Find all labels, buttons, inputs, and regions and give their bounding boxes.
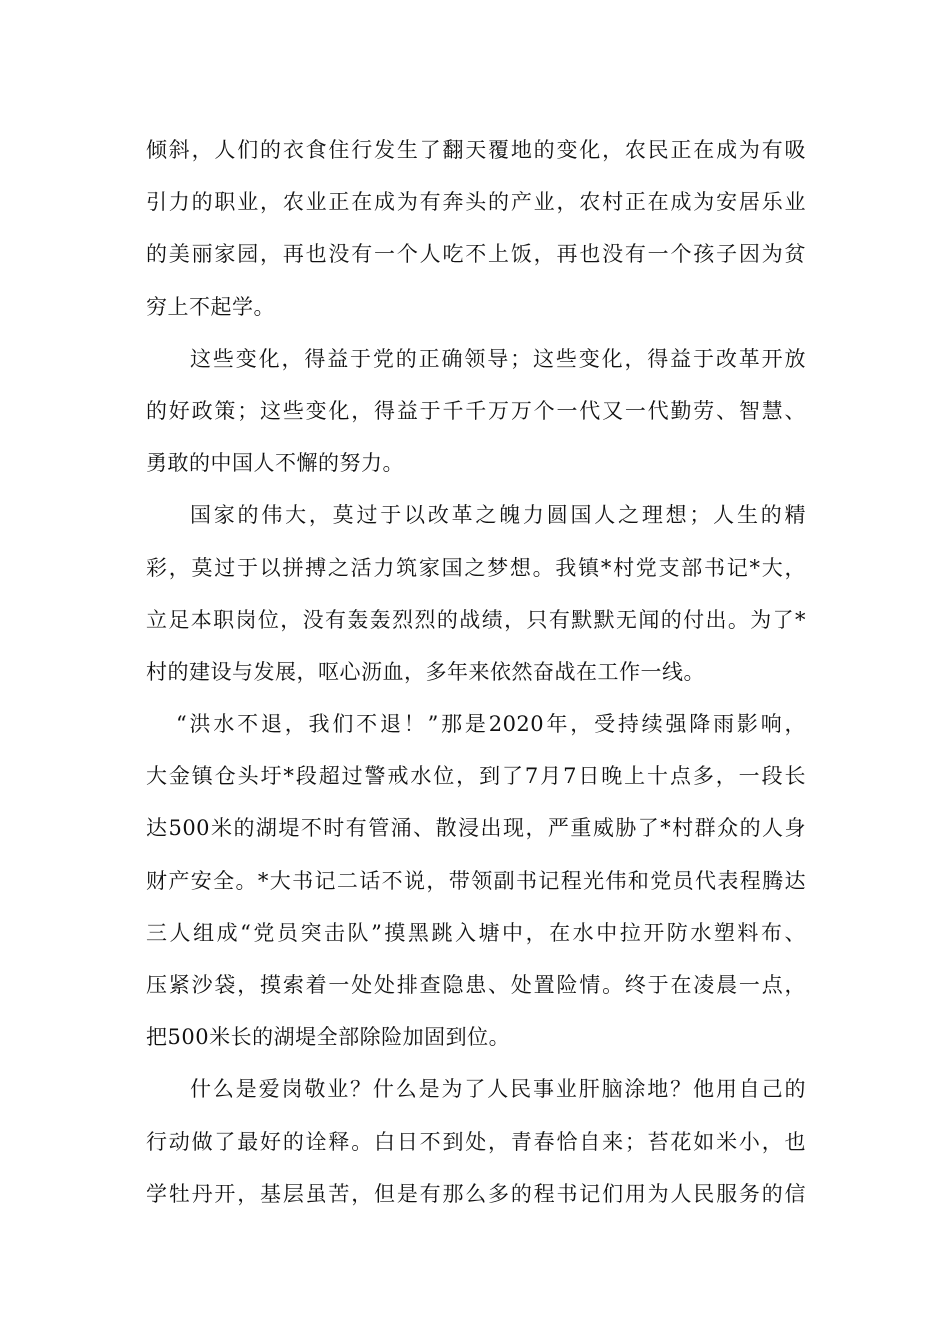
paragraph-1-line-3: 的美丽家园，再也没有一个人吃不上饭，再也没有一个孩子因为贫 — [146, 242, 806, 267]
paragraph-2-line-2: 的好政策；这些变化，得益于千千万万个一代又一代勤劳、智慧、 — [146, 398, 806, 423]
document-body — [146, 128, 806, 1224]
paragraph-1-line-1: 倾斜，人们的衣食住行发生了翻天覆地的变化，农民正在成为有吸 — [146, 138, 806, 162]
paragraph-4-line-1: “洪水不退，我们不退！”那是2020年，受持续强降雨影响， — [176, 712, 806, 737]
paragraph-3-line-1: 国家的伟大，莫过于以改革之魄力圆国人之理想；人生的精 — [190, 503, 806, 528]
paragraph-4-line-4: 财产安全。*大书记二话不说，带领副书记程光伟和党员代表程腾达 — [146, 868, 806, 893]
paragraph-2-line-3: 勇敢的中国人不懈的努力。 — [146, 451, 404, 476]
paragraph-3-line-2: 彩，莫过于以拼搏之活力筑家国之梦想。我镇*村党支部书记*大， — [146, 555, 806, 580]
paragraph-5-line-2: 行动做了最好的诠释。白日不到处，青春恰自来；苔花如米小，也 — [146, 1129, 806, 1154]
paragraph-2-line-1: 这些变化，得益于党的正确领导；这些变化，得益于改革开放 — [190, 346, 806, 371]
paragraph-4-line-7: 把500米长的湖堤全部除险加固到位。 — [146, 1025, 511, 1050]
paragraph-4-line-5: 三人组成“党员突击队”摸黑跳入塘中，在水中拉开防水塑料布、 — [146, 920, 806, 945]
paragraph-1-line-4: 穷上不起学。 — [146, 294, 275, 319]
paragraph-3-line-4: 村的建设与发展，呕心沥血，多年来依然奋战在工作一线。 — [146, 659, 705, 684]
paragraph-4-line-2: 大金镇仓头圩*段超过警戒水位，到了7月7日晚上十点多，一段长 — [146, 764, 806, 789]
paragraph-3-line-3: 立足本职岗位，没有轰轰烈烈的战绩，只有默默无闻的付出。为了* — [146, 607, 806, 632]
paragraph-1-line-2: 引力的职业，农业正在成为有奔头的产业，农村正在成为安居乐业 — [146, 190, 806, 215]
paragraph-4-line-6: 压紧沙袋，摸索着一处处排查隐患、处置险情。终于在凌晨一点， — [146, 973, 806, 997]
paragraph-5-line-3: 学牡丹开，基层虽苦，但是有那么多的程书记们用为人民服务的信 — [146, 1181, 806, 1206]
paragraph-4-line-3: 达500米的湖堤不时有管涌、散浸出现，严重威胁了*村群众的人身 — [146, 816, 806, 841]
paragraph-5-line-1: 什么是爱岗敬业？什么是为了人民事业肝脑涂地？他用自己的 — [190, 1077, 806, 1102]
